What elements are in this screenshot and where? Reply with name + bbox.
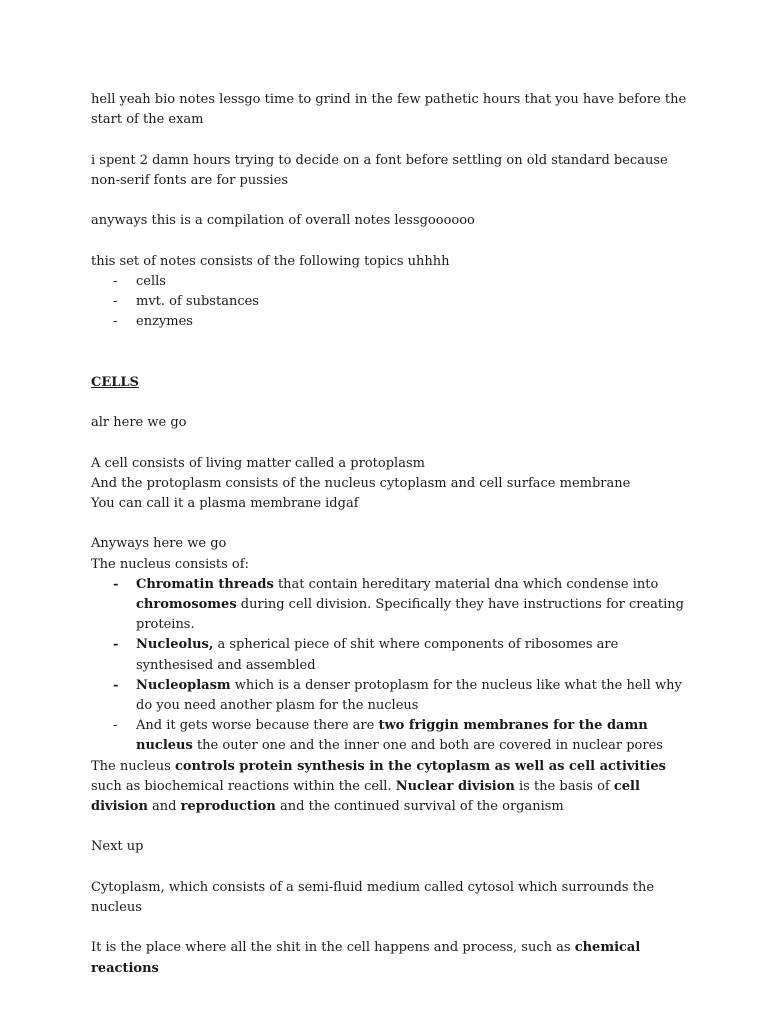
bullet-dash: - xyxy=(113,718,118,734)
term-chromatin: Chromatin threads xyxy=(136,576,274,592)
summary-text: The nucleus xyxy=(91,758,175,774)
nucleus-summary xyxy=(91,757,691,818)
intro-paragraph-3: anyways this is a compilation of overall notes lessgoooooo xyxy=(91,213,475,229)
term-nucleoplasm: Nucleoplasm xyxy=(136,677,231,693)
topic-label: cells xyxy=(136,273,166,289)
list-item xyxy=(91,272,691,292)
term-chromosomes: chromosomes xyxy=(136,596,237,612)
item-text: a spherical piece of shit where components of ribosomes are synthesised and assembled xyxy=(136,637,619,673)
cytoplasm-paragraph: Cytoplasm, which consists of a semi-fluid medium called cytosol which surrounds the nucleus xyxy=(91,879,655,915)
intro-paragraph-1: hell yeah bio notes lessgo time to grind in the few pathetic hours that you have before the start of the exam xyxy=(91,92,687,128)
document-page xyxy=(91,90,691,979)
protoplasm-line-1: A cell consists of living matter called a protoplasm xyxy=(91,455,425,471)
bullet-dash: - xyxy=(113,637,119,653)
term-chemical-reactions: chemical reactions xyxy=(91,940,641,976)
summary-bold: controls protein synthesis in the cytoplasm as well as cell activities xyxy=(174,758,666,774)
summary-text: and xyxy=(147,799,181,814)
protoplasm-line-3: You can call it a plasma membrane idgaf xyxy=(91,495,359,511)
summary-text: such as biochemical reactions within the cell. xyxy=(91,778,396,794)
cells-paragraph-1: alr here we go xyxy=(91,415,187,431)
nucleus-parts-list xyxy=(91,575,691,757)
next-up-line: Next up xyxy=(91,839,144,855)
bullet-dash: - xyxy=(113,677,119,693)
term-membranes: two friggin membranes for the damn nucleus xyxy=(136,718,648,754)
topic-label: mvt. of substances xyxy=(136,293,259,309)
item-text: And it gets worse because there are xyxy=(136,718,379,734)
list-item xyxy=(91,676,691,716)
cytoplasm-role-paragraph xyxy=(91,938,691,978)
topics-list xyxy=(91,272,691,333)
item-text: during cell division. Specifically they have instructions for creating proteins. xyxy=(136,596,684,633)
item-text: the outer one and the inner one and both are covered in nuclear pores xyxy=(192,738,663,754)
nucleus-intro-line-1: Anyways here we go xyxy=(91,536,227,552)
item-text: which is a denser protoplasm for the nucleus like what the hell why do you need another plasm for the nucleus xyxy=(136,677,682,713)
section-heading-cells: CELLS xyxy=(91,374,139,390)
bullet-dash: - xyxy=(113,314,118,330)
summary-bold: Nuclear division xyxy=(395,778,515,794)
bullet-dash: - xyxy=(113,293,118,309)
list-item xyxy=(91,292,691,312)
paragraph-text: It is the place where all the shit in the cell happens and process, such as xyxy=(91,940,575,956)
list-item xyxy=(91,312,691,332)
list-item xyxy=(91,635,691,675)
term-nucleolus: Nucleolus, xyxy=(136,637,214,653)
topics-intro: this set of notes consists of the following topics uhhhh xyxy=(91,253,450,269)
list-item xyxy=(91,575,691,636)
summary-text: and the continued survival of the organism xyxy=(275,799,564,814)
bullet-dash: - xyxy=(113,273,118,289)
item-text: that contain hereditary material dna which condense into xyxy=(273,576,659,592)
protoplasm-line-2: And the protoplasm consists of the nucleus cytoplasm and cell surface membrane xyxy=(91,475,631,491)
topic-label: enzymes xyxy=(136,314,193,330)
summary-bold: reproduction xyxy=(180,799,276,814)
bullet-dash: - xyxy=(113,576,119,592)
intro-paragraph-2: i spent 2 damn hours trying to decide on a font before settling on old standard because non-serif fonts are for pussies xyxy=(91,152,668,188)
summary-text: is the basis of xyxy=(514,778,614,794)
list-item xyxy=(91,716,691,756)
nucleus-intro-line-2: The nucleus consists of: xyxy=(91,556,249,572)
summary-bold: cell division xyxy=(91,778,640,814)
